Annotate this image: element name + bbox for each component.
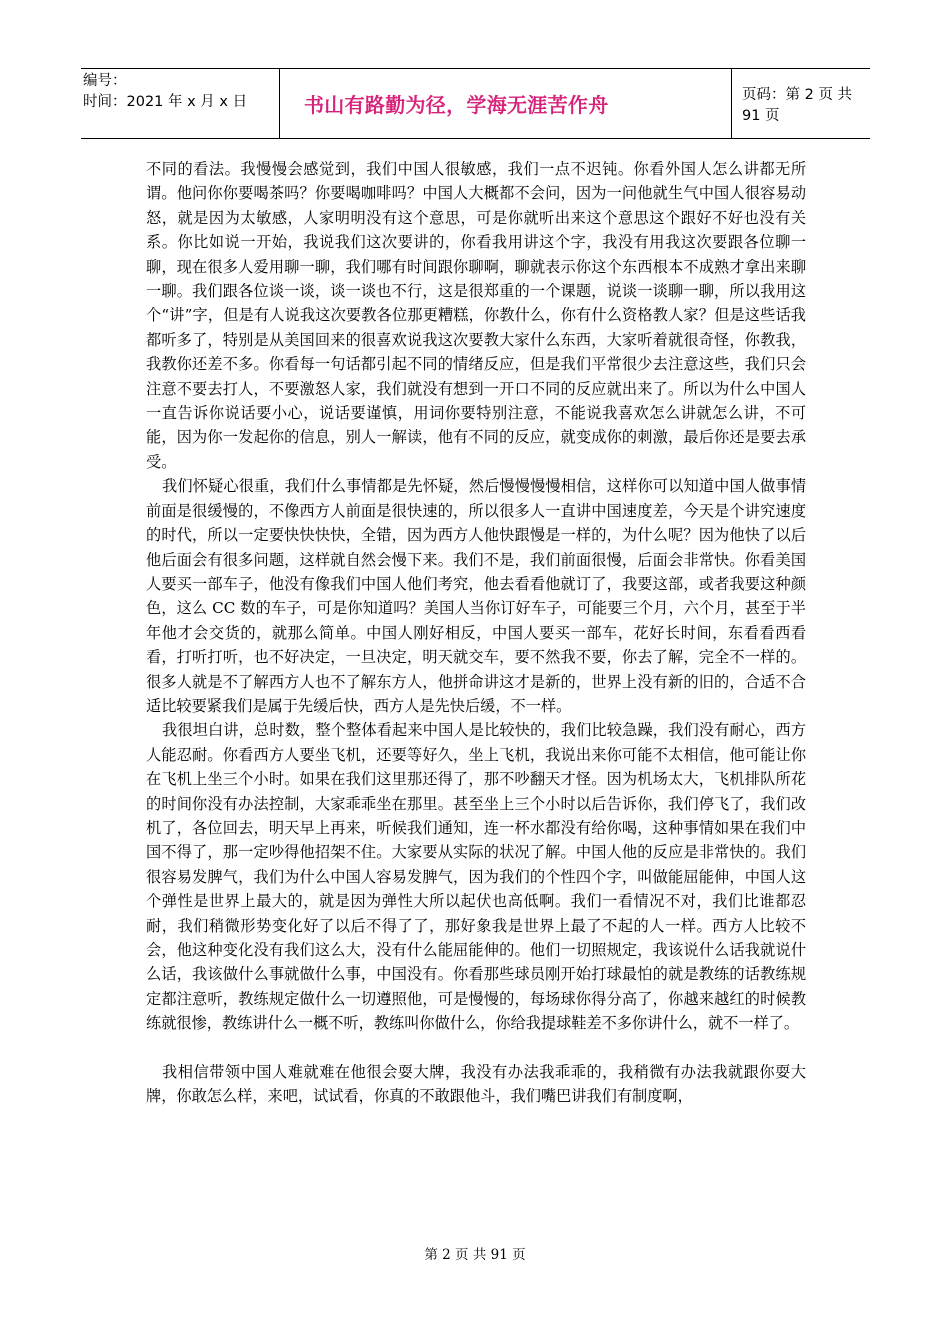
body-text [146,157,806,1108]
page-header [81,68,870,139]
paragraph-1: 不同的看法。我慢慢会感觉到，我们中国人很敏感，我们一点不迟钝。你看外国人怎么讲都无所谓。他问你你要喝茶吗？你要喝咖啡吗？中国人大概都不会问，因为一问他就生气中国人很容易动怒，就是因为太敏感，人家明明没有这个意思，可是你就听出来这个意思这个跟好不好也没有关系。你比如说一开始，我说我们这次要讲的，你看我用讲这个字，我没有用我这次要跟各位聊一聊，现在很多人爱用聊一聊，我们哪有时间跟你聊啊，聊就表示你这个东西根本不成熟才拿出来聊一聊。我们跟各位谈一谈，谈一谈也不行，这是很郑重的一个课题，说谈一谈聊一聊，所以我用这个“讲”字，但是有人说我这次要教各位那更糟糕，你教什么，你有什么资格教人家？但是这些话我都听多了，特别是从美国回来的很喜欢说我这次要教大家什么东西，大家听着就很奇怪，你教我，我教你还差不多。你看每一句话都引起不同的情绪反应，但是我们平常很少去注意这些，我们只会注意不要去打人，不要激怒人家，我们就没有想到一开口不同的反应就出来了。所以为什么中国人一直告诉你说话要小心，说话要谨慎，用词你要特别注意，不能说我喜欢怎么讲就怎么讲，不可能，因为你一发起你的信息，别人一解读，他有不同的反应，就变成你的刺激，最后你还是要去承受。 [146,160,806,471]
header-meta [81,69,280,138]
paragraph-2: 我们怀疑心很重，我们什么事情都是先怀疑，然后慢慢慢慢相信，这样你可以知道中国人做事情前面是很缓慢的，不像西方人前面是很快速的，所以很多人一直讲中国速度差，今天是个讲究速度的时代，所以一定要快快快快，全错，因为西方人他快跟慢是一样的，为什么呢？因为他快了以后他后面会有很多问题，这样就自然会慢下来。我们不是，我们前面很慢，后面会非常快。你看美国人要买一部车子，他没有像我们中国人他们考究，他去看看他就订了，我要这部，或者我要这种颜色，这么 CC 数的车子，可是你知道吗？美国人当你订好车子，可能要三个月，六个月，甚至于半年他才会交货的，就那么简单。中国人刚好相反，中国人要买一部车，花好长时间，东看看西看看，打听打听，也不好决定，一旦决定，明天就交车，要不然我不要，你去了解，完全不一样的。很多人就是不了解西方人也不了解东方人，他拼命讲这才是新的，世界上没有新的旧的，合适不合适比较要紧我们是属于先缓后快，西方人是先快后缓，不一样。 [146,477,806,715]
header-page-info: 页码：第 2 页 共 91 页 [742,86,853,124]
header-number-label: 编号： [83,73,127,89]
paragraph-4: 我相信带领中国人难就难在他很会耍大牌，我没有办法我乖乖的，我稍微有办法我就跟你耍大牌，你敢怎么样，来吧，试试看，你真的不敢跟他斗，我们嘴巴讲我们有制度啊， [146,1062,806,1106]
header-motto: 书山有路勤为径，学海无涯苦作舟 [280,69,732,138]
page-footer: 第 2 页 共 91 页 [424,1247,526,1263]
header-date-label: 时间：2021 年 x 月 x 日 [83,94,248,110]
paragraph-3: 我很坦白讲，总时数，整个整体看起来中国人是比较快的，我们比较急躁，我们没有耐心，西方人能忍耐。你看西方人要坐飞机，还要等好久，坐上飞机，我说出来你可能不太相信，他可能让你在飞机上坐三个小时。如果在我们这里那还得了，那不吵翻天才怪。因为机场太大，飞机排队所花的时间你没有办法控制，大家乖乖坐在那里。甚至坐上三个小时以后告诉你，我们停飞了，我们改机了，各位回去，明天早上再来，听候我们通知，连一杯水都没有给你喝，这种事情如果在我们中国不得了，那一定吵得他招架不住。大家要从实际的状况了解。中国人他的反应是非常快的。我们很容易发脾气，我们为什么中国人容易发脾气，因为我们的个性四个字，叫做能屈能伸，中国人这个弹性是世界上最大的，就是因为弹性大所以起伏也高低啊。我们一看情况不对，我们比谁都忍耐，我们稍微形势变化好了以后不得了了，那好象我是世界上最了不起的人一样。西方人比较不会，他这种变化没有我们这么大，没有什么能屈能伸的。他们一切照规定，我该说什么话我就说什么话，我该做什么事就做什么事，中国没有。你看那些球员刚开始打球最怕的就是教练的话教练规定都注意听，教练规定做什么一切遵照他，可是慢慢的，每场球你得分高了，你越来越红的时候教练就很惨，教练讲什么一概不听，教练叫你做什么，你给我提球鞋差不多你讲什么，就不一样了。 [146,721,806,1033]
